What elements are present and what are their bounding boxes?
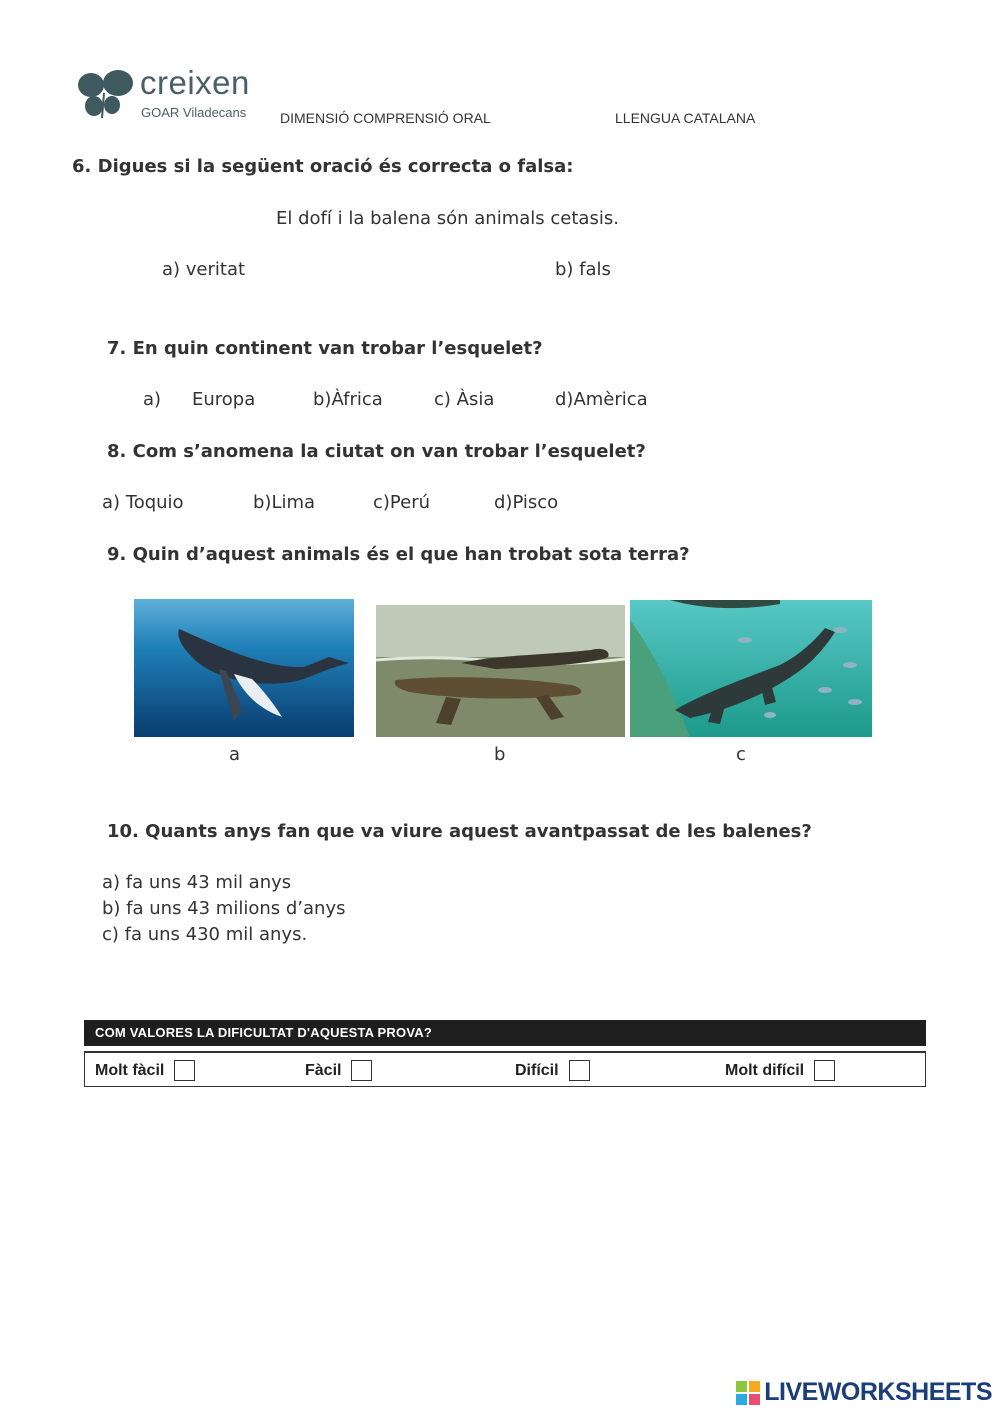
q7-option-b[interactable]: b)Àfrica (313, 389, 383, 410)
q7-option-d[interactable]: d)Amèrica (555, 389, 648, 410)
rating-very-difficult-label: Molt difícil (725, 1061, 805, 1079)
liveworksheets-logo-icon (736, 1381, 760, 1405)
rating-difficult-checkbox[interactable] (569, 1060, 590, 1081)
question-9: 9. Quin d’aquest animals és el que han trobat sota terra? (107, 544, 690, 565)
q10-option-b[interactable]: b) fa uns 43 milions d’anys (102, 898, 346, 919)
q8-option-d[interactable]: d)Pisco (494, 492, 559, 513)
ambulocetus-image[interactable] (376, 605, 625, 737)
rating-very-difficult-checkbox[interactable] (814, 1060, 835, 1081)
humpback-whale-image[interactable] (134, 599, 354, 737)
question-6: 6. Digues si la següent oració és correcta o falsa: (72, 156, 574, 177)
q8-option-c[interactable]: c)Perú (373, 492, 431, 513)
liveworksheets-footer (736, 1378, 992, 1407)
difficulty-title: COM VALORES LA DIFICULTAT D'AQUESTA PROVA? (95, 1025, 432, 1040)
image-caption-b: b (494, 744, 506, 765)
q7-option-c[interactable]: c) Àsia (434, 389, 495, 410)
rating-easy-label: Fàcil (305, 1061, 342, 1079)
q6-sentence: El dofí i la balena són animals cetasis. (276, 208, 619, 229)
rating-very-easy[interactable] (95, 1060, 195, 1081)
creixen-logo-icon (74, 68, 136, 120)
image-caption-a: a (229, 744, 241, 765)
logo-subtitle: GOAR Viladecans (141, 105, 247, 120)
q8-option-a[interactable]: a) Toquio (102, 492, 184, 513)
rating-very-easy-label: Molt fàcil (95, 1061, 165, 1079)
q7-option-a[interactable]: Europa (192, 389, 256, 410)
question-10: 10. Quants anys fan que va viure aquest avantpassat de les balenes? (107, 821, 812, 842)
question-7: 7. En quin continent van trobar l’esquelet? (107, 338, 543, 359)
q10-option-a[interactable]: a) fa uns 43 mil anys (102, 872, 292, 893)
q8-option-b[interactable]: b)Lima (253, 492, 316, 513)
liveworksheets-brand: LIVEWORKSHEETS (764, 1378, 992, 1406)
rating-very-easy-checkbox[interactable] (174, 1060, 195, 1081)
rating-easy[interactable] (305, 1060, 372, 1081)
rating-very-difficult[interactable] (725, 1060, 835, 1081)
subject-title: LLENGUA CATALANA (615, 110, 756, 126)
image-caption-c: c (736, 744, 746, 765)
question-8: 8. Com s’anomena la ciutat on van trobar l’esquelet? (107, 441, 646, 462)
rating-difficult[interactable] (515, 1060, 590, 1081)
logo-text: creixen (140, 64, 250, 101)
q6-option-b[interactable]: b) fals (555, 259, 611, 280)
pakicetus-image[interactable] (630, 600, 872, 737)
q7-option-a-label[interactable]: a) (143, 389, 162, 410)
rating-difficult-label: Difícil (515, 1061, 559, 1079)
q10-option-c[interactable]: c) fa uns 430 mil anys. (102, 924, 308, 945)
difficulty-header (84, 1020, 926, 1046)
difficulty-options (84, 1051, 926, 1087)
rating-easy-checkbox[interactable] (351, 1060, 372, 1081)
dimension-title: DIMENSIÓ COMPRENSIÓ ORAL (280, 110, 491, 126)
q6-option-a[interactable]: a) veritat (162, 259, 246, 280)
